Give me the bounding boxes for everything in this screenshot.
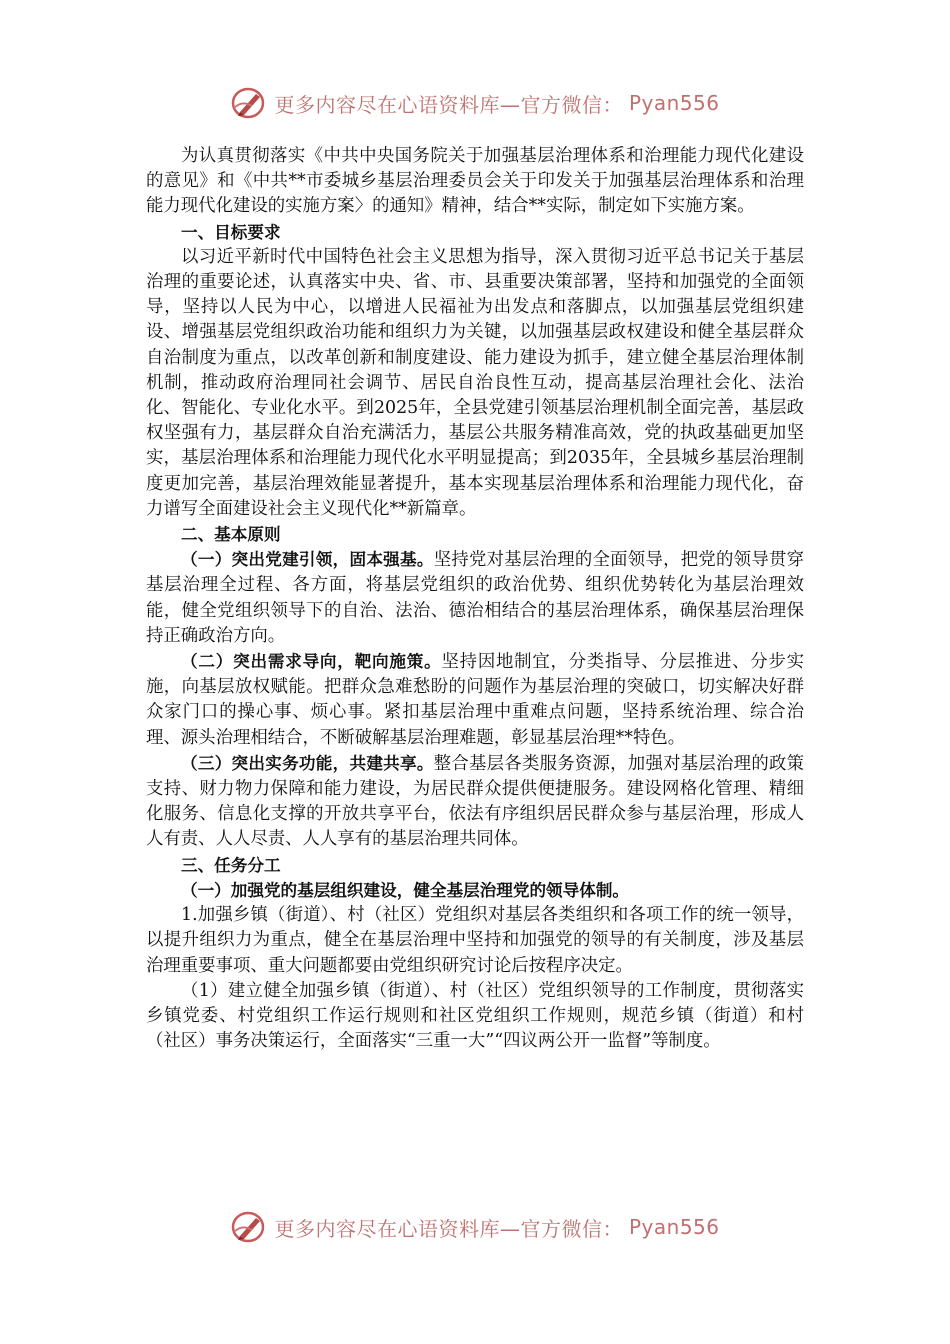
pen-logo-icon xyxy=(230,86,268,120)
document-body xyxy=(146,144,804,1054)
section-heading-tasks: 三、任务分工 xyxy=(181,855,281,875)
section-heading-principles: 二、基本原则 xyxy=(181,525,281,545)
principle-lead-1: （一）突出党建引领，固本强基。 xyxy=(181,550,434,570)
banner-wechat-id: Pyan556 xyxy=(628,1215,720,1239)
principle-paragraph-2 xyxy=(146,649,804,751)
principle-body-3: 整合基层各类服务资源，加强对基层治理的政策支持、财力物力保障和能力建设，为居民群众提供便捷服务。建设网格化管理、精细化服务、信息化支撑的开放共享平台，依法有序组织居民群众参与基层治理，形成人人有责、人人尽责、人人享有的基层治理共同体。 xyxy=(146,753,804,850)
pen-logo-icon xyxy=(230,1210,268,1244)
header-banner xyxy=(0,86,950,120)
section-heading-goals: 一、目标要求 xyxy=(181,222,281,242)
banner-wechat-id: Pyan556 xyxy=(628,91,720,115)
intro-paragraph: 为认真贯彻落实《中共中央国务院关于加强基层治理体系和治理能力现代化建设的意见》和《中共**市委城乡基层治理委员会关于印发关于加强基层治理体系和治理能力现代化建设的实施方案〉的通知》精神，结合**实际，制定如下实施方案。 xyxy=(146,146,804,217)
principle-lead-2: （二）突出需求导向，靶向施策。 xyxy=(181,652,442,672)
principle-paragraph-3 xyxy=(146,751,804,853)
task-item-1-1: （1）建立健全加强乡镇（街道）、村（社区）党组织领导的工作制度，贯彻落实乡镇党委、村党组织工作运行规则和社区党组织工作规则，规范乡镇（街道）和村（社区）事务决策运行，全面落实“三重一大”“四议两公开一监督”等制度。 xyxy=(146,980,804,1052)
banner-text: 更多内容尽在心语资料库—官方微信： xyxy=(274,92,623,117)
goals-paragraph: 以习近平新时代中国特色社会主义思想为指导，深入贯彻习近平总书记关于基层治理的重要论述，认真落实中央、省、市、县重要决策部署，坚持和加强党的全面领导，坚持以人民为中心，以增进人民福祉为出发点和落脚点，以加强基层党组织建设、增强基层党组织政治功能和组织力为关键，以加强基层政权建设和健全基层群众自治制度为重点，以改革创新和制度建设、能力建设为抓手，建立健全基层治理体制机制，推动政府治理同社会调节、居民自治良性互动，提高基层治理社会化、法治化、智能化、专业化水平。到2025年，全县党建引领基层治理机制全面完善，基层政权坚强有力，基层群众自治充满活力，基层公共服务精准高效，党的执政基础更加坚实，基层治理体系和治理能力现代化水平明显提高；到2035年，全县城乡基层治理制度更加完善，基层治理效能显著提升，基本实现基层治理体系和治理能力现代化，奋力谱写全面建设社会主义现代化**新篇章。 xyxy=(146,246,804,519)
principle-lead-3: （三）突出实务功能，共建共享。 xyxy=(181,753,434,773)
task-subheading-1: （一）加强党的基层组织建设，健全基层治理党的领导体制。 xyxy=(181,880,630,900)
principle-body-1: 坚持党对基层治理的全面领导，把党的领导贯穿基层治理全过程、各方面，将基层党组织的政治优势、组织优势转化为基层治理效能，健全党组织领导下的自治、法治、德治相结合的基层治理体系，确保基层治理保持正确政治方向。 xyxy=(146,550,804,646)
banner-text: 更多内容尽在心语资料库—官方微信： xyxy=(274,1216,623,1241)
footer-banner xyxy=(0,1210,950,1244)
task-item-1: 1.加强乡镇（街道）、村（社区）党组织对基层各类组织和各项工作的统一领导，以提升组织力为重点，健全在基层治理中坚持和加强党的领导的有关制度，涉及基层治理重要事项、重大问题都要由党组织研究讨论后按程序决定。 xyxy=(146,905,804,976)
principle-paragraph-1 xyxy=(146,547,804,649)
principle-body-2: 坚持因地制宜，分类指导、分层推进、分步实施，向基层放权赋能。把群众急难愁盼的问题作为基层治理的突破口，切实解决好群众家门口的操心事、烦心事。紧扣基层治理中重难点问题，坚持系统治理、综合治理、源头治理相结合，不断破解基层治理难题，彰显基层治理**特色。 xyxy=(146,652,804,748)
